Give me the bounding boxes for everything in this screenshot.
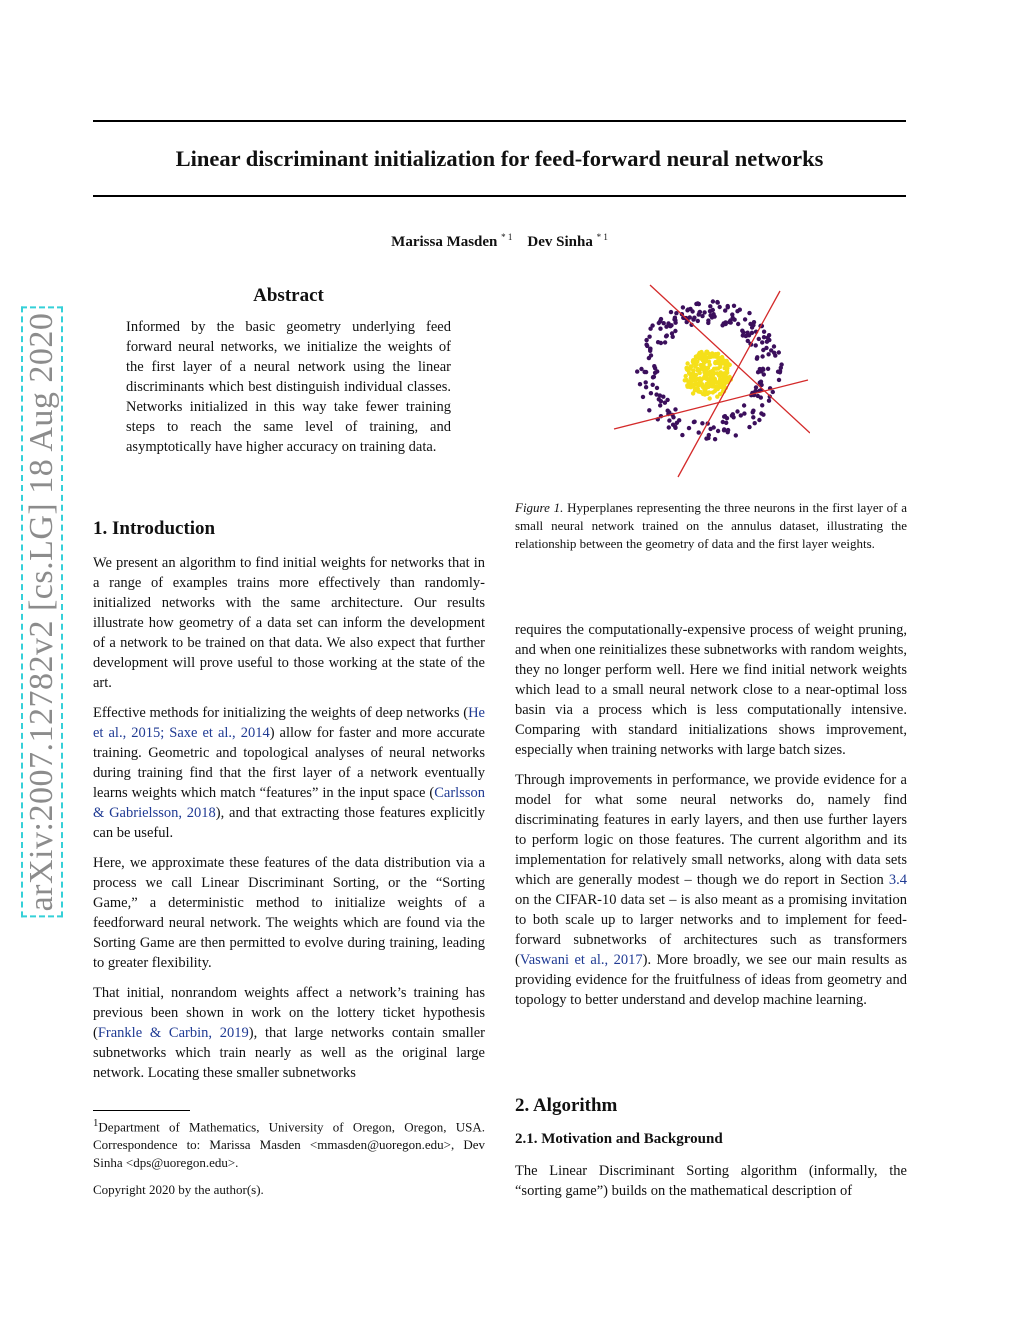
inner-data-point (704, 390, 708, 394)
inner-data-point (699, 363, 703, 367)
outer-data-point (680, 433, 684, 437)
section-2-1-body (515, 1161, 907, 1211)
outer-data-point (644, 338, 648, 342)
abstract-heading: Abstract (253, 285, 324, 306)
inner-data-point (721, 377, 725, 381)
inner-data-point (714, 361, 718, 365)
outer-data-point (747, 425, 751, 429)
inner-data-point (708, 396, 712, 400)
outer-data-point (696, 319, 700, 323)
outer-data-point (704, 436, 708, 440)
outer-data-point (668, 324, 672, 328)
outer-data-point (779, 362, 783, 366)
intro-paragraph-3: Here, we approximate these features of the data distribution via a process we call Linear Discriminant Sorting, or the “Sorting Game,” a deterministic method to initialize weights of a feedforward neural network. The weights which are found via the Sorting Game are then permitted to evolve during training, leading to greater flexibility. (93, 855, 485, 971)
outer-data-point (741, 330, 745, 334)
outer-data-point (757, 418, 761, 422)
inner-data-point (725, 361, 729, 365)
outer-data-point (761, 413, 765, 417)
inner-data-point (685, 361, 689, 365)
outer-data-point (665, 333, 669, 337)
footnote-mark: 1 (93, 1117, 99, 1129)
inner-data-point (684, 374, 688, 378)
inner-data-point (698, 371, 702, 375)
inner-data-point (696, 367, 700, 371)
outer-data-point (754, 343, 758, 347)
abstract-body: Informed by the basic geometry underlying feed forward neural networks, we initialize the weights of the first layer of a neural network using the linear discriminants which best distinguish individual classes. Networks initialized in this way take fewer training steps to reach the same level of training, and asymptotically have higher accuracy on training data. (126, 319, 451, 455)
inner-data-point (710, 371, 714, 375)
intro-paragraph-2: Effective methods for initializing the weights of deep networks (He et al., 2015; Saxe et al., 2014) allow for faster and more accurate training. Geometric and topological analyses of neural networks during training find that the first layer of a network eventually learns weights which match “features” in the input space (Carlsson & Gabrielsson, 2018), and that extracting those features explicitly can be useful. (93, 705, 485, 841)
outer-data-point (751, 323, 755, 327)
figure-label: Figure 1. (515, 500, 564, 515)
outer-data-point (702, 310, 706, 314)
inner-data-point (706, 378, 710, 382)
inner-data-point (706, 383, 710, 387)
footnote (93, 1114, 485, 1172)
outer-data-point (760, 403, 764, 407)
citation-link[interactable]: Carlsson & Gabrielsson, 2018 (93, 785, 485, 821)
outer-data-point (697, 310, 701, 314)
outer-data-point (659, 341, 663, 345)
outer-data-point (766, 352, 770, 356)
inner-data-point (706, 366, 710, 370)
citation-link[interactable]: He et al., 2015; Saxe et al., 2014 (93, 705, 485, 741)
outer-data-point (653, 366, 657, 370)
outer-data-point (708, 313, 712, 317)
outer-data-point (686, 307, 690, 311)
outer-data-point (667, 418, 671, 422)
inner-data-point (697, 354, 701, 358)
outer-data-point (663, 340, 667, 344)
inner-data-point (712, 377, 716, 381)
outer-data-point (776, 370, 780, 374)
outer-data-point (736, 322, 740, 326)
outer-data-point (653, 371, 657, 375)
outer-data-point (734, 433, 738, 437)
arxiv-sidebar (22, 312, 62, 912)
inner-data-point (713, 389, 717, 393)
citation-link[interactable]: Frankle & Carbin, 2019 (97, 1025, 249, 1041)
outer-data-point (687, 426, 691, 430)
outer-data-point (664, 325, 668, 329)
outer-data-point (713, 437, 717, 441)
figure-caption-text: Hyperplanes representing the three neurons in the first layer of a small neural network trained on the annulus dataset, illustrating the relationship between the geometry of data and the first layer weights. (515, 500, 907, 551)
subsection-heading-motivation: 2.1. Motivation and Background (515, 1131, 723, 1147)
outer-data-point (747, 311, 751, 315)
outer-data-point (673, 407, 677, 411)
outer-data-point (638, 382, 642, 386)
outer-data-point (760, 340, 764, 344)
outer-data-point (662, 321, 666, 325)
outer-data-point (708, 304, 712, 308)
outer-data-point (651, 375, 655, 379)
outer-data-point (644, 370, 648, 374)
inner-data-point (719, 384, 723, 388)
outer-data-point (756, 394, 760, 398)
inner-data-point (712, 367, 716, 371)
outer-data-point (673, 316, 677, 320)
outer-data-point (712, 314, 716, 318)
intro-paragraph-1: We present an algorithm to find initial weights for networks that in a range of examples trains more effectively than randomly-initialized networks with the same architecture. Our results illustrate how geometry of a data set can inform the development of a network to be trained on that data. We also expect that further development will prove useful to those working at the state of the art. (93, 555, 485, 691)
outer-data-point (743, 317, 747, 321)
outer-data-point (761, 367, 765, 371)
inner-data-point (709, 354, 713, 358)
outer-data-point (762, 335, 766, 339)
inner-data-point (693, 357, 697, 361)
outer-data-point (726, 428, 730, 432)
inner-data-point (716, 352, 720, 356)
author-name: Marissa Masden (391, 234, 498, 250)
outer-data-point (657, 397, 661, 401)
outer-data-point (751, 415, 755, 419)
outer-data-point (761, 348, 765, 352)
outer-data-point (655, 386, 659, 390)
inner-data-point (696, 387, 700, 391)
outer-data-point (722, 428, 726, 432)
outer-data-point (673, 329, 677, 333)
outer-data-point (735, 409, 739, 413)
author-affiliation-mark: * 1 (596, 232, 608, 242)
outer-data-point (657, 321, 661, 325)
outer-data-point (762, 330, 766, 334)
author-affiliation-mark: * 1 (501, 232, 513, 242)
outer-data-point (769, 348, 773, 352)
right-column-body (515, 620, 907, 1020)
outer-data-point (751, 409, 755, 413)
inner-data-point (703, 356, 707, 360)
outer-data-point (641, 395, 645, 399)
outer-data-point (692, 420, 696, 424)
outer-data-point (757, 337, 761, 341)
outer-data-point (673, 425, 677, 429)
outer-data-point (766, 336, 770, 340)
outer-data-point (767, 399, 771, 403)
outer-data-point (706, 318, 710, 322)
outer-data-point (647, 335, 651, 339)
inner-data-point (716, 357, 720, 361)
outer-data-point (726, 305, 730, 309)
outer-data-point (753, 421, 757, 425)
outer-data-point (735, 309, 739, 313)
right-paragraph-1: requires the computationally-expensive process of weight pruning, and when one reinitializes these subnetworks with random weights, they no longer perform well. Here we find initial network weights which lead to a small neural network close to a near-optimal loss basin via a process which is less computationally intensive. Comparing with standard initializations shows improvement, especially when training networks with large batch sizes. (515, 622, 907, 758)
outer-data-point (750, 331, 754, 335)
outer-data-point (690, 309, 694, 313)
outer-data-point (644, 343, 648, 347)
outer-data-point (742, 411, 746, 415)
outer-data-point (650, 323, 654, 327)
outer-data-point (771, 390, 775, 394)
section-heading-algorithm: 2. Algorithm (515, 1095, 618, 1116)
figure-annulus-hyperplanes (610, 283, 810, 483)
title-top-rule (93, 120, 906, 122)
outer-data-point (777, 350, 781, 354)
outer-data-point (644, 380, 648, 384)
section-heading-introduction: 1. Introduction (93, 518, 216, 539)
outer-data-point (665, 398, 669, 402)
outer-data-point (731, 316, 735, 320)
outer-data-point (677, 418, 681, 422)
outer-data-point (635, 369, 639, 373)
inner-data-point (716, 366, 720, 370)
outer-data-point (647, 408, 651, 412)
outer-data-point (667, 425, 671, 429)
citation-link[interactable]: Vaswani et al., 2017 (519, 952, 643, 968)
intro-paragraph-4: That initial, nonrandom weights affect a network’s training has previous been shown in work on the lottery ticket hypothesis (Frankle & Carbin, 2019), that large networks contain smaller subnetworks which train nearly as well as the original large network. Locating these smaller subnetworks (93, 985, 485, 1081)
outer-data-point (730, 414, 734, 418)
title-bottom-rule (93, 195, 906, 197)
outer-data-point (644, 385, 648, 389)
copyright-notice: Copyright 2020 by the author(s). (93, 1182, 264, 1197)
outer-data-point (697, 430, 701, 434)
outer-data-point (721, 420, 725, 424)
outer-data-point (766, 367, 770, 371)
outer-data-point (772, 344, 776, 348)
outer-data-point (708, 427, 712, 431)
inner-data-point (688, 367, 692, 371)
footnote-text: Department of Mathematics, University of Oregon, Oregon, USA. Correspondence to: Marissa Masden <mmasden@uoregon.edu>, Dev Sinha <dps@uoregon.edu>. (93, 1119, 485, 1171)
outer-data-point (760, 354, 764, 358)
inner-data-point (717, 373, 721, 377)
inner-data-point (715, 395, 719, 399)
left-column-body (93, 553, 485, 1093)
outer-data-point (681, 305, 685, 309)
outer-data-point (671, 335, 675, 339)
section-2-1-paragraph: The Linear Discriminant Sorting algorithm (informally, the “sorting game”) builds on the mathematical description of (515, 1163, 907, 1199)
outer-data-point (700, 421, 704, 425)
outer-data-point (649, 391, 653, 395)
outer-data-point (715, 300, 719, 304)
inner-data-point (700, 382, 704, 386)
outer-data-point (723, 414, 727, 418)
inner-data-point (687, 371, 691, 375)
outer-data-point (720, 323, 724, 327)
outer-data-point (692, 316, 696, 320)
outer-data-point (711, 308, 715, 312)
author-list (93, 232, 906, 251)
right-paragraph-2: Through improvements in performance, we provide evidence for a model for what some neural networks do, namely find discriminating features in early layers, and then use further layers to perform logic on those features. The current algorithm and its implementation for relatively small networks, along with data sets which are generally modest – though we do report in Section 3.4 on the CIFAR-10 data set – is also meant as a promising invitation to both scale up to larger networks and to implement for feed-forward subnetworks of architectures such as transformers (Vaswani et al., 2017). More broadly, we see our main results as providing evidence for the fruitfulness of ideas from geometry and topology to better understand and develop machine learning. (515, 772, 907, 1008)
footnote-rule (93, 1110, 190, 1111)
outer-data-point (777, 378, 781, 382)
outer-data-point (732, 304, 736, 308)
outer-data-point (669, 310, 673, 314)
outer-data-point (658, 327, 662, 331)
section-ref-link[interactable]: 3.4 (888, 872, 907, 888)
inner-data-point (704, 351, 708, 355)
paper-title: Linear discriminant initialization for feed-forward neural networks (175, 146, 824, 171)
outer-data-point (648, 349, 652, 353)
inner-data-point (702, 370, 706, 374)
outer-data-point (742, 403, 746, 407)
author-name: Dev Sinha (527, 234, 593, 250)
inner-data-point (692, 377, 696, 381)
outer-data-point (649, 353, 653, 357)
outer-data-point (658, 403, 662, 407)
outer-data-point (711, 299, 715, 303)
outer-data-point (651, 383, 655, 387)
outer-data-point (755, 355, 759, 359)
outer-data-point (765, 340, 769, 344)
outer-data-point (661, 395, 665, 399)
inner-data-point (691, 384, 695, 388)
figure-caption (515, 499, 907, 553)
inner-data-point (723, 381, 727, 385)
outer-data-point (718, 305, 722, 309)
outer-data-point (716, 429, 720, 433)
outer-data-point (696, 301, 700, 305)
outer-data-point (700, 314, 704, 318)
inner-data-point (685, 383, 689, 387)
arxiv-identifier[interactable]: arXiv:2007.12782v2 [cs.LG] 18 Aug 2020 (21, 307, 63, 918)
